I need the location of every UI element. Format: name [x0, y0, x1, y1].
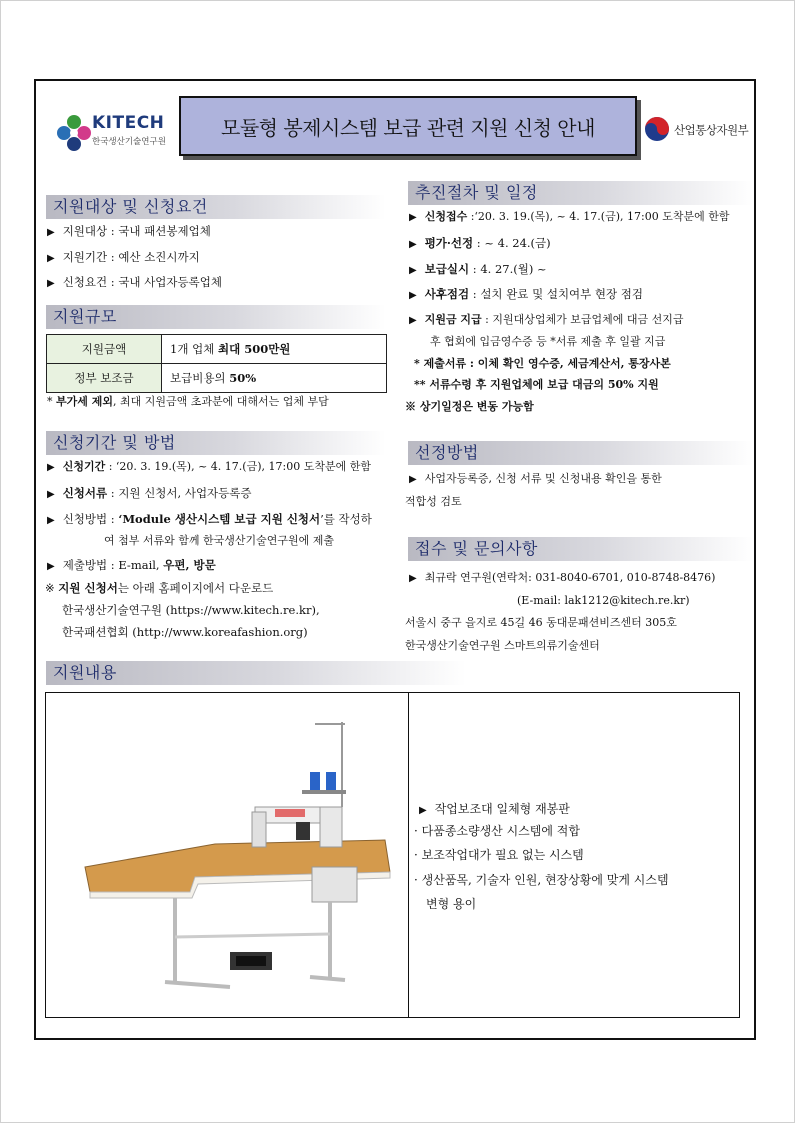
ministry-name: 산업통상자원부	[674, 123, 749, 137]
procedure-step	[409, 312, 684, 329]
procedure-step	[409, 209, 729, 226]
feature-item: · 생산품목, 기술자 인원, 현장상황에 맞게 시스템	[414, 873, 669, 887]
bullet-triangle-icon: ▶	[419, 805, 427, 816]
eligibility-item	[47, 223, 211, 241]
table-row	[47, 335, 387, 364]
step-label: 사후점검	[424, 287, 470, 301]
note-bold: 부가세 제외	[56, 395, 113, 408]
eligibility-text: 지원기간 : 예산 소진시까지	[62, 250, 200, 264]
procedure-step5-line2: 후 협회에 입금영수증 등 *서류 제출 후 일괄 지급	[430, 335, 666, 348]
link-kitech[interactable]: 한국생산기술연구원 (https://www.kitech.re.kr),	[62, 603, 320, 617]
period-label: 신청기간	[62, 460, 106, 473]
application-method-line2: 여 첨부 서류와 함께 한국생산기술연구원에 제출	[104, 534, 335, 547]
eligibility-item	[47, 274, 222, 292]
bullet-triangle-icon: ▶	[47, 462, 55, 473]
step-value: : 4. 27.(월) ~	[469, 262, 547, 276]
section-heading-support-content: 지원내용	[46, 661, 466, 685]
method-bold: ‘Module 생산시스템 보급 지원 신청서	[118, 512, 321, 526]
section-heading-eligibility: 지원대상 및 신청요건	[46, 195, 386, 219]
submit-label: 제출방법 : E-mail,	[62, 558, 164, 572]
page-title: 모듈형 봉제시스템 보급 관련 지원 신청 안내	[179, 96, 637, 156]
value-bold: 50%	[229, 371, 257, 385]
note-mark: ※	[45, 581, 55, 595]
contact-person	[409, 570, 715, 587]
application-method	[47, 511, 372, 529]
bullet-triangle-icon: ▶	[409, 290, 417, 301]
bullet-triangle-icon: ▶	[47, 227, 55, 238]
step-label: 신청접수	[424, 210, 468, 223]
docs-value: : 지원 신청서, 사업자등록증	[107, 486, 252, 500]
application-submit	[47, 557, 216, 575]
contact-email[interactable]: (E-mail: lak1212@kitech.re.kr)	[517, 594, 690, 607]
ministry-logo	[644, 108, 749, 156]
selection-text	[409, 471, 662, 488]
step-value: :‘20. 3. 19.(목), ~ 4. 17.(금), 17:00 도착분에 한함	[467, 210, 730, 223]
table-value	[162, 364, 387, 393]
bullet-triangle-icon: ▶	[409, 573, 417, 584]
note-text: , 최대 지원금액 초과분에 대해서는 업체 부담	[112, 395, 329, 408]
bullet-triangle-icon: ▶	[47, 278, 55, 289]
sewing-machine-table-image	[80, 712, 400, 1002]
kitech-subtitle: 한국생산기술연구원	[92, 137, 166, 147]
note-bold: 지원 신청서	[58, 581, 118, 595]
content-divider	[408, 692, 409, 1018]
application-period	[47, 459, 371, 476]
method-label: 신청방법 :	[62, 512, 119, 526]
feature-item	[419, 801, 570, 819]
step-value: : ~ 4. 24.(금)	[473, 236, 551, 250]
application-note	[45, 580, 273, 596]
bullet-triangle-icon: ▶	[47, 515, 55, 526]
step-label: 보급실시	[424, 262, 470, 276]
contact-line: 최규락 연구원(연락처: 031-8040-6701, 010-8748-8476)	[424, 571, 716, 584]
table-row	[47, 364, 387, 393]
section-heading-procedure: 추진절차 및 일정	[408, 181, 753, 205]
support-scale-table	[46, 334, 387, 393]
feature-item: · 보조작업대가 필요 없는 시스템	[414, 848, 584, 862]
feature-item: · 다품종소량생산 시스템에 적합	[414, 824, 580, 838]
bullet-triangle-icon: ▶	[409, 315, 417, 326]
selection-text-line2: 적합성 검토	[405, 495, 462, 508]
bullet-triangle-icon: ▶	[409, 212, 417, 223]
step-label: 지원금 지급	[424, 313, 482, 326]
link-koreafashion[interactable]: 한국패션협회 (http://www.koreafashion.org)	[62, 625, 308, 639]
feature-item-line2: 변형 용이	[426, 897, 477, 911]
method-suffix: ’를 작성하	[320, 512, 372, 526]
section-heading-scale: 지원규모	[46, 305, 386, 329]
scale-note	[47, 394, 329, 410]
value-text: 보급비용의	[170, 371, 230, 385]
period-value: : ‘20. 3. 19.(목), ~ 4. 17.(금), 17:00 도착분에 한함	[105, 460, 371, 473]
bullet-triangle-icon: ▶	[47, 561, 55, 572]
eligibility-item	[47, 249, 200, 267]
bullet-triangle-icon: ▶	[409, 265, 417, 276]
kitech-emblem-icon	[56, 113, 92, 153]
procedure-note: * 제출서류 : 이체 확인 영수증, 세금계산서, 통장사본	[414, 357, 671, 370]
table-key: 지원금액	[47, 335, 162, 364]
eligibility-text: 지원대상 : 국내 패션봉제업체	[62, 224, 211, 238]
feature-text: 작업보조대 일체형 재봉판	[434, 802, 570, 816]
value-bold: 최대 500만원	[217, 342, 291, 356]
taegeuk-emblem-icon	[644, 116, 670, 142]
procedure-step	[409, 286, 643, 304]
note-mark: *	[47, 395, 53, 408]
contact-address: 서울시 중구 을지로 45길 46 동대문패션비즈센터 305호	[405, 616, 677, 629]
value-text: 1개 업체	[170, 342, 218, 356]
bullet-triangle-icon: ▶	[47, 253, 55, 264]
section-heading-application: 신청기간 및 방법	[46, 431, 386, 455]
section-heading-selection: 선정방법	[408, 441, 753, 465]
bullet-triangle-icon: ▶	[47, 489, 55, 500]
table-value	[162, 335, 387, 364]
step-value: : 지원대상업체가 보급업체에 대금 선지급	[481, 313, 684, 326]
procedure-step	[409, 261, 547, 279]
note-text: 는 아래 홈페이지에서 다운로드	[117, 581, 274, 595]
selection-line: 사업자등록증, 신청 서류 및 신청내용 확인을 통한	[424, 472, 662, 485]
procedure-step	[409, 235, 551, 253]
contact-center: 한국생산기술연구원 스마트의류기술센터	[405, 639, 600, 652]
step-value: : 설치 완료 및 설치여부 현장 점검	[469, 287, 644, 301]
procedure-note: ※ 상기일정은 변동 가능함	[405, 400, 534, 413]
step-label: 평가·선정	[424, 236, 474, 250]
bullet-triangle-icon: ▶	[409, 474, 417, 485]
section-heading-contact: 접수 및 문의사항	[408, 537, 753, 561]
procedure-note: ** 서류수령 후 지원업체에 보급 대금의 50% 지원	[414, 378, 659, 391]
bullet-triangle-icon: ▶	[409, 239, 417, 250]
docs-label: 신청서류	[62, 486, 108, 500]
eligibility-text: 신청요건 : 국내 사업자등록업체	[62, 275, 222, 289]
submit-bold: 우편, 방문	[163, 558, 216, 572]
table-key: 정부 보조금	[47, 364, 162, 393]
kitech-wordmark: KITECH	[92, 113, 165, 133]
application-docs	[47, 485, 252, 503]
kitech-logo	[56, 111, 176, 155]
